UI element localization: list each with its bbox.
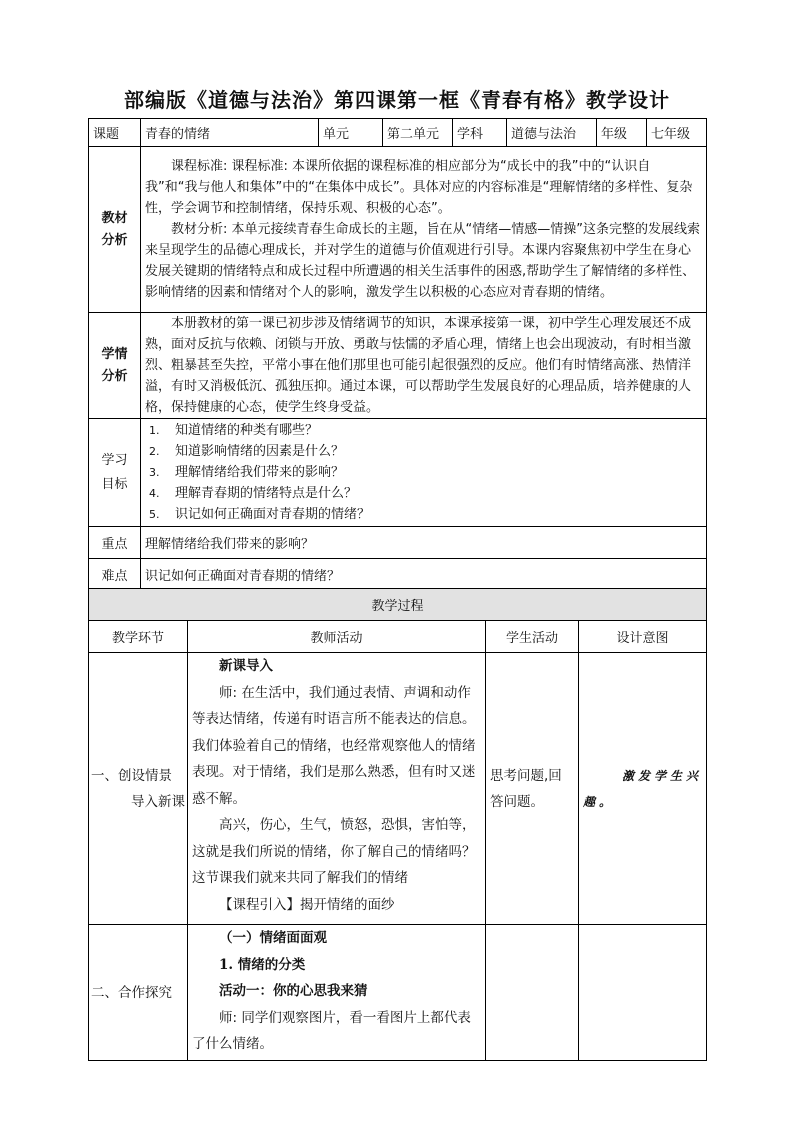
- grade-label: 年级: [597, 119, 647, 147]
- goal-item: 1. 知道情绪的种类有哪些？: [149, 423, 319, 438]
- page-title: 部编版《道德与法治》第四课第一框《青春有格》教学设计: [124, 88, 670, 112]
- process-table: [88, 588, 707, 1061]
- difficult-point-text: 识记如何正确面对青春期的情绪？: [141, 559, 707, 591]
- column-stage: 教学环节: [89, 621, 188, 653]
- stage1-intent: 激发学生兴 趣。: [579, 653, 707, 925]
- stage2-teacher: [188, 925, 486, 1061]
- stage1-intro: 【课程引入】揭开情绪的面纱: [219, 896, 395, 913]
- students-row: [89, 313, 707, 419]
- goals-row: [89, 419, 707, 527]
- key-point-text: 理解情绪给我们带来的影响？: [141, 527, 707, 559]
- column-student: 学生活动: [486, 621, 579, 653]
- key-point-row: [89, 527, 707, 559]
- unit-label: 单元: [319, 119, 383, 147]
- stage1-paragraph: 师: 在生活中，我们通过表情、声调和动作等表达情绪，传递有时语言所不能表达的信息。我们体验着自己的情绪，也经常观察他人的情绪表现。对于情绪，我们是那么熟悉，但有时又迷惑不解。: [192, 684, 476, 807]
- stage2-row: [89, 925, 707, 1061]
- stage2-intent: [579, 925, 707, 1061]
- curriculum-standard-text: 课程标准: 课程标准: 本课所依据的课程标准的相应部分为“成长中的我”中的“认识自我”和“我与他人和集体”中的“在集体中成长”。具体对应的内容标准是“理解情绪的多样性、复杂性，学会调节和控制情绪，保持乐观、积极的心态”。: [145, 159, 693, 216]
- goals-content: [141, 419, 707, 527]
- key-point-label: 重点: [89, 527, 141, 559]
- subject-value: 道德与法治: [507, 119, 597, 147]
- stage1-heading: 新课导入: [219, 658, 273, 674]
- difficult-point-label: 难点: [89, 559, 141, 591]
- stage2-name: 二、合作探究: [89, 925, 188, 1061]
- goals-label: 学习 目标: [89, 419, 141, 527]
- column-intent: 设计意图: [579, 621, 707, 653]
- stage2-activity: 活动一：你的心思我来猜: [219, 983, 368, 999]
- subject-label: 学科: [453, 119, 507, 147]
- overview-table: [88, 118, 707, 591]
- material-label: 教材 分析: [89, 147, 141, 313]
- stage2-subheading: 1. 情绪的分类: [219, 956, 306, 973]
- stage1-teacher: [188, 653, 486, 925]
- stage1-student: 思考问题,回 答问题。: [486, 653, 579, 925]
- column-teacher: 教师活动: [188, 621, 486, 653]
- stage2-paragraph: 师: 同学们观察图片，看一看图片上都代表了什么情绪。: [192, 1009, 471, 1052]
- goal-item: 5. 识记如何正确面对青春期的情绪？: [149, 507, 371, 522]
- material-content: [141, 147, 707, 313]
- goal-item: 3. 理解情绪给我们带来的影响？: [149, 465, 345, 480]
- process-header: 教学过程: [89, 589, 707, 621]
- topic-label: 课题: [89, 119, 141, 147]
- grade-value: 七年级: [647, 119, 707, 147]
- material-analysis-text: 教材分析: 本单元接续青春生命成长的主题，旨在从“情绪—情感—情操”这条完整的发展线索来呈现学生的品德心理成长，并对学生的道德与价值观进行引导。本课内容聚焦初中学生在身心发展关键期的情绪特点和成长过程中所遭遇的相关生活事件的困惑,帮助学生了解情绪的多样性、影响情绪的因素和情绪对个人的影响，激发学生以积极的心态应对青春期的情绪。: [145, 222, 700, 300]
- stage2-student: [486, 925, 579, 1061]
- goal-item: 4. 理解青春期的情绪特点是什么？: [149, 486, 358, 501]
- process-header-row: [89, 589, 707, 621]
- students-analysis-text: 本册教材的第一课已初步涉及情绪调节的知识，本课承接第一课，初中学生心理发展还不成熟，面对反抗与依赖、闭锁与开放、勇敢与怯懦的矛盾心理，情绪上也会出现波动，有时相当激烈、粗暴甚至失控，平常小事在他们那里也可能引起很强烈的反应。他们有时情绪高涨、热情洋溢，有时又消极低沉、孤独压抑。通过本课，可以帮助学生发展良好的心理品质，培养健康的人格，保持健康的心态，使学生终身受益。: [145, 316, 692, 415]
- unit-value: 第二单元: [383, 119, 453, 147]
- stage1-paragraph: 高兴，伤心，生气，愤怒，恐惧，害怕等，这就是我们所说的情绪，你了解自己的情绪吗？这节课我们就来共同了解我们的情绪: [192, 817, 476, 886]
- goals-list: [145, 420, 702, 525]
- stage1-row: [89, 653, 707, 925]
- difficult-point-row: [89, 559, 707, 591]
- topic-value: 青春的情绪: [141, 119, 319, 147]
- process-columns-row: [89, 621, 707, 653]
- goal-item: 2. 知道影响情绪的因素是什么？: [149, 444, 345, 459]
- stage1-name: 一、创设情景 导入新课: [89, 653, 188, 925]
- students-label: 学情 分析: [89, 313, 141, 419]
- stage2-heading: （一）情绪面面观: [219, 930, 327, 946]
- info-row: [89, 119, 707, 147]
- material-row: [89, 147, 707, 313]
- students-content: [141, 313, 707, 419]
